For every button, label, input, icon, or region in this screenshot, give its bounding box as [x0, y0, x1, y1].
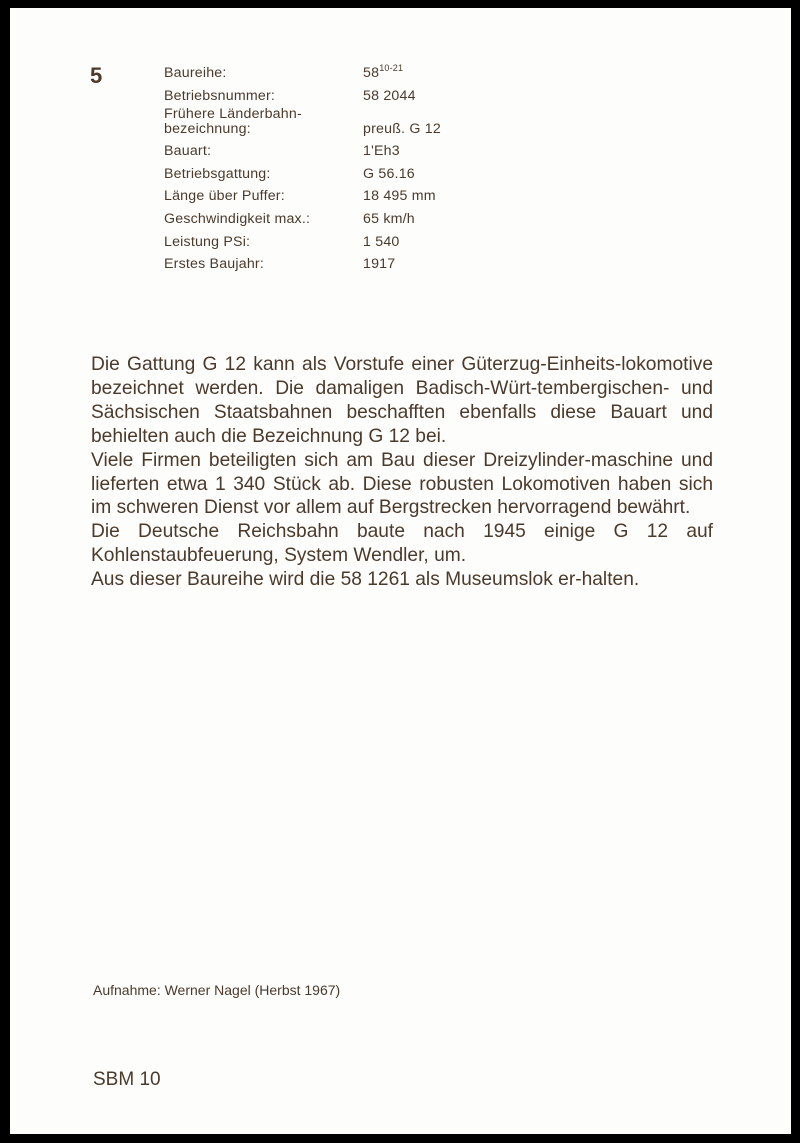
spec-table [164, 62, 564, 276]
spec-row-laenge [164, 185, 564, 208]
spec-value-superscript: 10-21 [379, 63, 404, 73]
postcard-back [10, 8, 791, 1134]
spec-label: Länge über Puffer: [164, 188, 285, 205]
spec-value [363, 62, 403, 85]
spec-value: G 56.16 [363, 165, 415, 182]
spec-row-betriebsnummer [164, 85, 564, 108]
spec-label: Bauart: [164, 143, 212, 160]
spec-value: 58 2044 [363, 87, 416, 104]
spec-value: 65 km/h [363, 210, 415, 227]
spec-label: Leistung PSi: [164, 233, 251, 250]
spec-value-main: 58 [363, 65, 380, 81]
spec-label: Betriebsgattung: [164, 165, 271, 182]
spec-value: 1'Eh3 [363, 143, 400, 160]
spec-row-baujahr [164, 253, 564, 276]
spec-label: Frühere Länderbahn- bezeichnung: [164, 106, 302, 138]
card-number: 5 [90, 63, 103, 88]
description-paragraph: Die Gattung G 12 kann als Vorstufe einer Güterzug-Einheits-lokomotive bezeichnet werden. Die damaligen Badisch-Würt-tembergischen- und Sächsischen Staatsbahnen beschafften ebenfalls diese Bauart und behielten auch die Bezeichnung G 12 bei. [91, 354, 713, 447]
spec-label: Betriebsnummer: [164, 87, 276, 104]
spec-row-betriebsgattung [164, 163, 564, 186]
spec-label: Geschwindigkeit max.: [164, 210, 311, 227]
series-code: SBM 10 [93, 1069, 161, 1090]
photo-credit: Aufnahme: Werner Nagel (Herbst 1967) [93, 982, 341, 998]
spec-value: 1917 [363, 256, 396, 273]
spec-row-geschwindigkeit [164, 208, 564, 231]
description-text [91, 353, 713, 592]
spec-row-bauart [164, 140, 564, 163]
description-paragraph: Aus dieser Baureihe wird die 58 1261 als Museumslok er-halten. [91, 569, 640, 591]
description-paragraph: Viele Firmen beteiligten sich am Bau dieser Dreizylinder-maschine und lieferten etwa 1 340 Stück ab. Diese robusten Lokomotiven haben sich im schweren Dienst vor allem auf Bergstrecken hervorragend bewährt. [91, 449, 713, 519]
spec-value: 1 540 [363, 233, 400, 250]
spec-row-leistung [164, 231, 564, 254]
spec-row-laenderbahn [164, 107, 564, 140]
spec-value: preuß. G 12 [363, 120, 441, 137]
spec-value: 18 495 mm [363, 188, 436, 205]
spec-label: Baureihe: [164, 65, 227, 81]
spec-label: Erstes Baujahr: [164, 256, 264, 273]
spec-row-baureihe [164, 62, 564, 85]
description-paragraph: Die Deutsche Reichsbahn baute nach 1945 einige G 12 auf Kohlenstaubfeuerung, System Wendler, um. [91, 521, 713, 567]
